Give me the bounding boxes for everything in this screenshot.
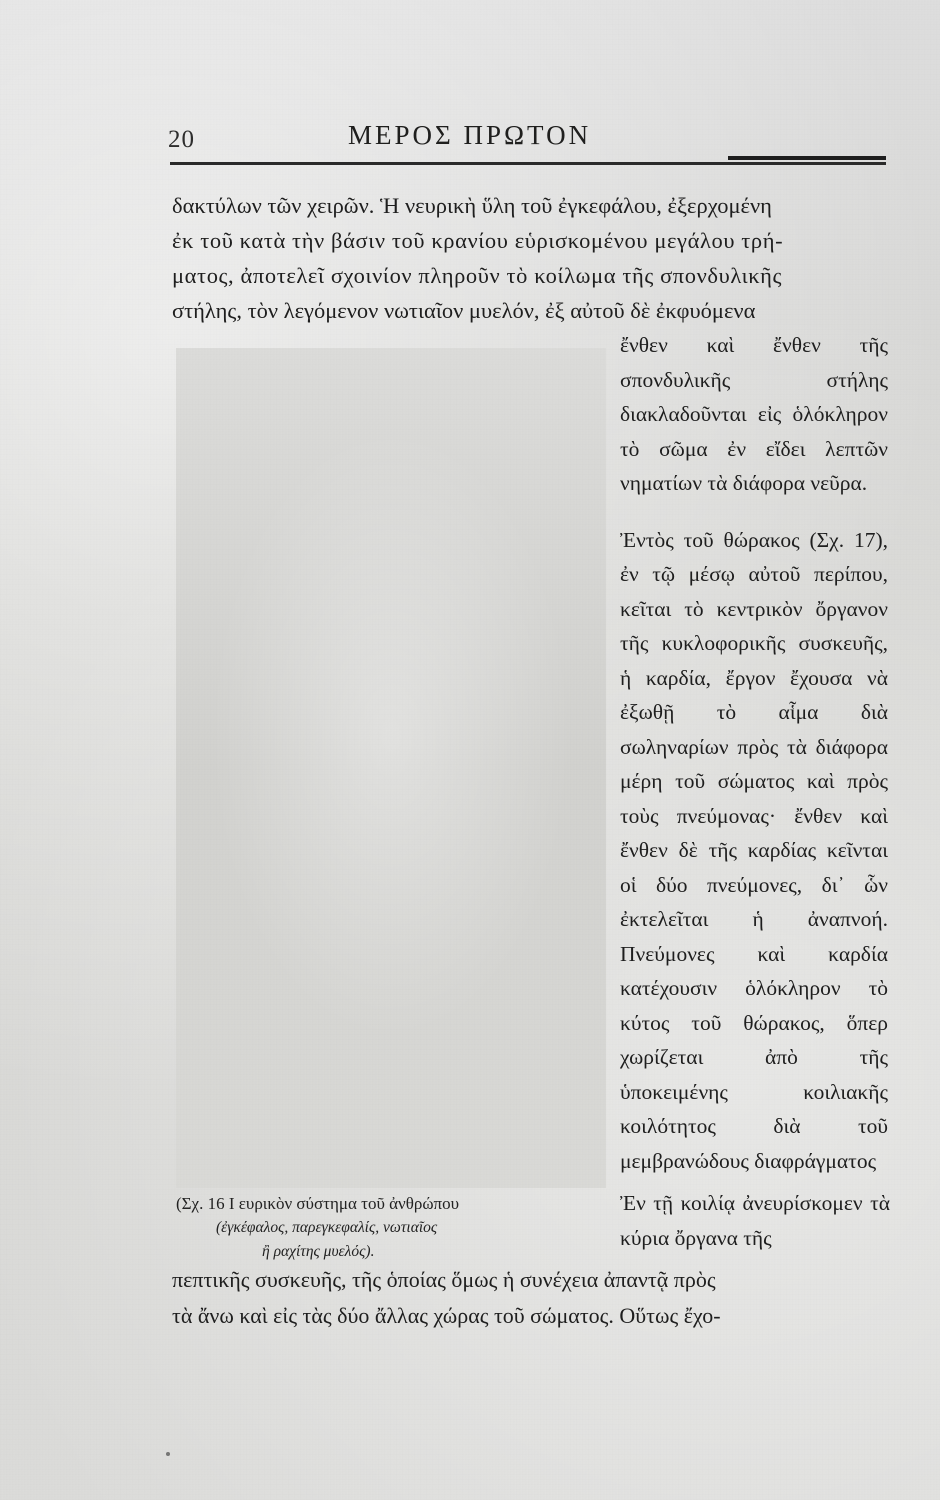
text-line: πεπτικῆς συσκευῆς, τῆς ὁποίας ὅμως ἡ συνέχεια ἀπαντᾷ πρὸς: [172, 1267, 716, 1292]
page-number: 20: [168, 126, 195, 153]
caption-side-text: Ἐν τῇ κοιλίᾳ ἀνευρίσκομεν τὰ κύρια ὄργανα τῆς: [620, 1191, 890, 1250]
figure-caption-line-2: (ἐγκέφαλος, παρεγκεφαλίς, νωτιαῖος: [216, 1219, 438, 1236]
top-paragraph: [172, 188, 890, 328]
running-title: ΜΕΡΟΣ ΠΡΩΤΟΝ: [348, 120, 592, 150]
page-header: [168, 120, 888, 164]
figure-nervous-system: [176, 348, 606, 1188]
header-rule: [170, 162, 886, 165]
text-line: δακτύλων τῶν χειρῶν. Ἡ νευρικὴ ὕλη τοῦ ἐγκεφάλου, ἐξερχομένη: [172, 193, 772, 218]
bottom-paragraph: [172, 1262, 890, 1334]
figure-caption-line-1: (Σχ. 16 Ι ευρικὸν σύστημα τοῦ ἀνθρώπου: [176, 1194, 460, 1213]
header-rule-emphasis: [728, 156, 886, 160]
scan-speck: [166, 1452, 170, 1456]
figure-caption: [176, 1192, 616, 1264]
text-line: τὰ ἄνω καὶ εἰς τὰς δύο ἄλλας χώρας τοῦ σώματος. Οὕτως ἔχο-: [172, 1303, 721, 1328]
text-line: στήλης, τὸν λεγόμενον νωτιαῖον μυελόν, ἐξ αὐτοῦ δὲ ἐκφυόμενα: [172, 298, 756, 323]
right-column-text: [620, 328, 888, 1178]
paragraph-nerves: ἔνθεν καὶ ἔνθεν τῆς σπονδυλικῆς στήλης διακλαδοῦνται εἰς ὁλόκληρον τὸ σῶμα ἐν εἴδει λεπτῶν νηματίων τὰ διάφορα νεῦρα.: [620, 333, 888, 495]
figure-plate-background: [176, 348, 606, 1188]
text-line: ἐκ τοῦ κατὰ τὴν βάσιν τοῦ κρανίου εὑρισκομένου μεγάλου τρή-: [172, 228, 784, 253]
text-line: ματος, ἀποτελεῖ σχοινίον πληροῦν τὸ κοίλωμα τῆς σπονδυλικῆς: [172, 263, 783, 288]
paragraph-thorax: Ἐντὸς τοῦ θώρακος (Σχ. 17), ἐν τῷ μέσῳ αὐτοῦ περίπου, κεῖται τὸ κεντρικὸν ὄργανον τῆς κυκλοφορικῆς συσκευῆς, ἡ καρδία, ἔργον ἔχουσα νὰ ἐξωθῇ τὸ αἷμα διὰ σωληναρίων πρὸς τὰ διάφορα μέρη τοῦ σώματος καὶ πρὸς τοὺς πνεύμονας· ἔνθεν καὶ ἔνθεν δὲ τῆς καρδίας κεῖνται οἱ δύο πνεύμονες, δι᾽ ὧν ἐκτελεῖται ἡ ἀναπνοή. Πνεύμονες καὶ καρδία κατέχουσιν ὁλόκληρον τὸ κύτος τοῦ θώρακος, ὅπερ χωρίζεται ἀπὸ τῆς ὑποκειμένης κοιλιακῆς κοιλότητος διὰ τοῦ μεμβρανώδους διαφράγματος: [620, 527, 888, 1173]
figure-caption-line-3: ἢ ραχίτης μυελός).: [262, 1243, 375, 1260]
